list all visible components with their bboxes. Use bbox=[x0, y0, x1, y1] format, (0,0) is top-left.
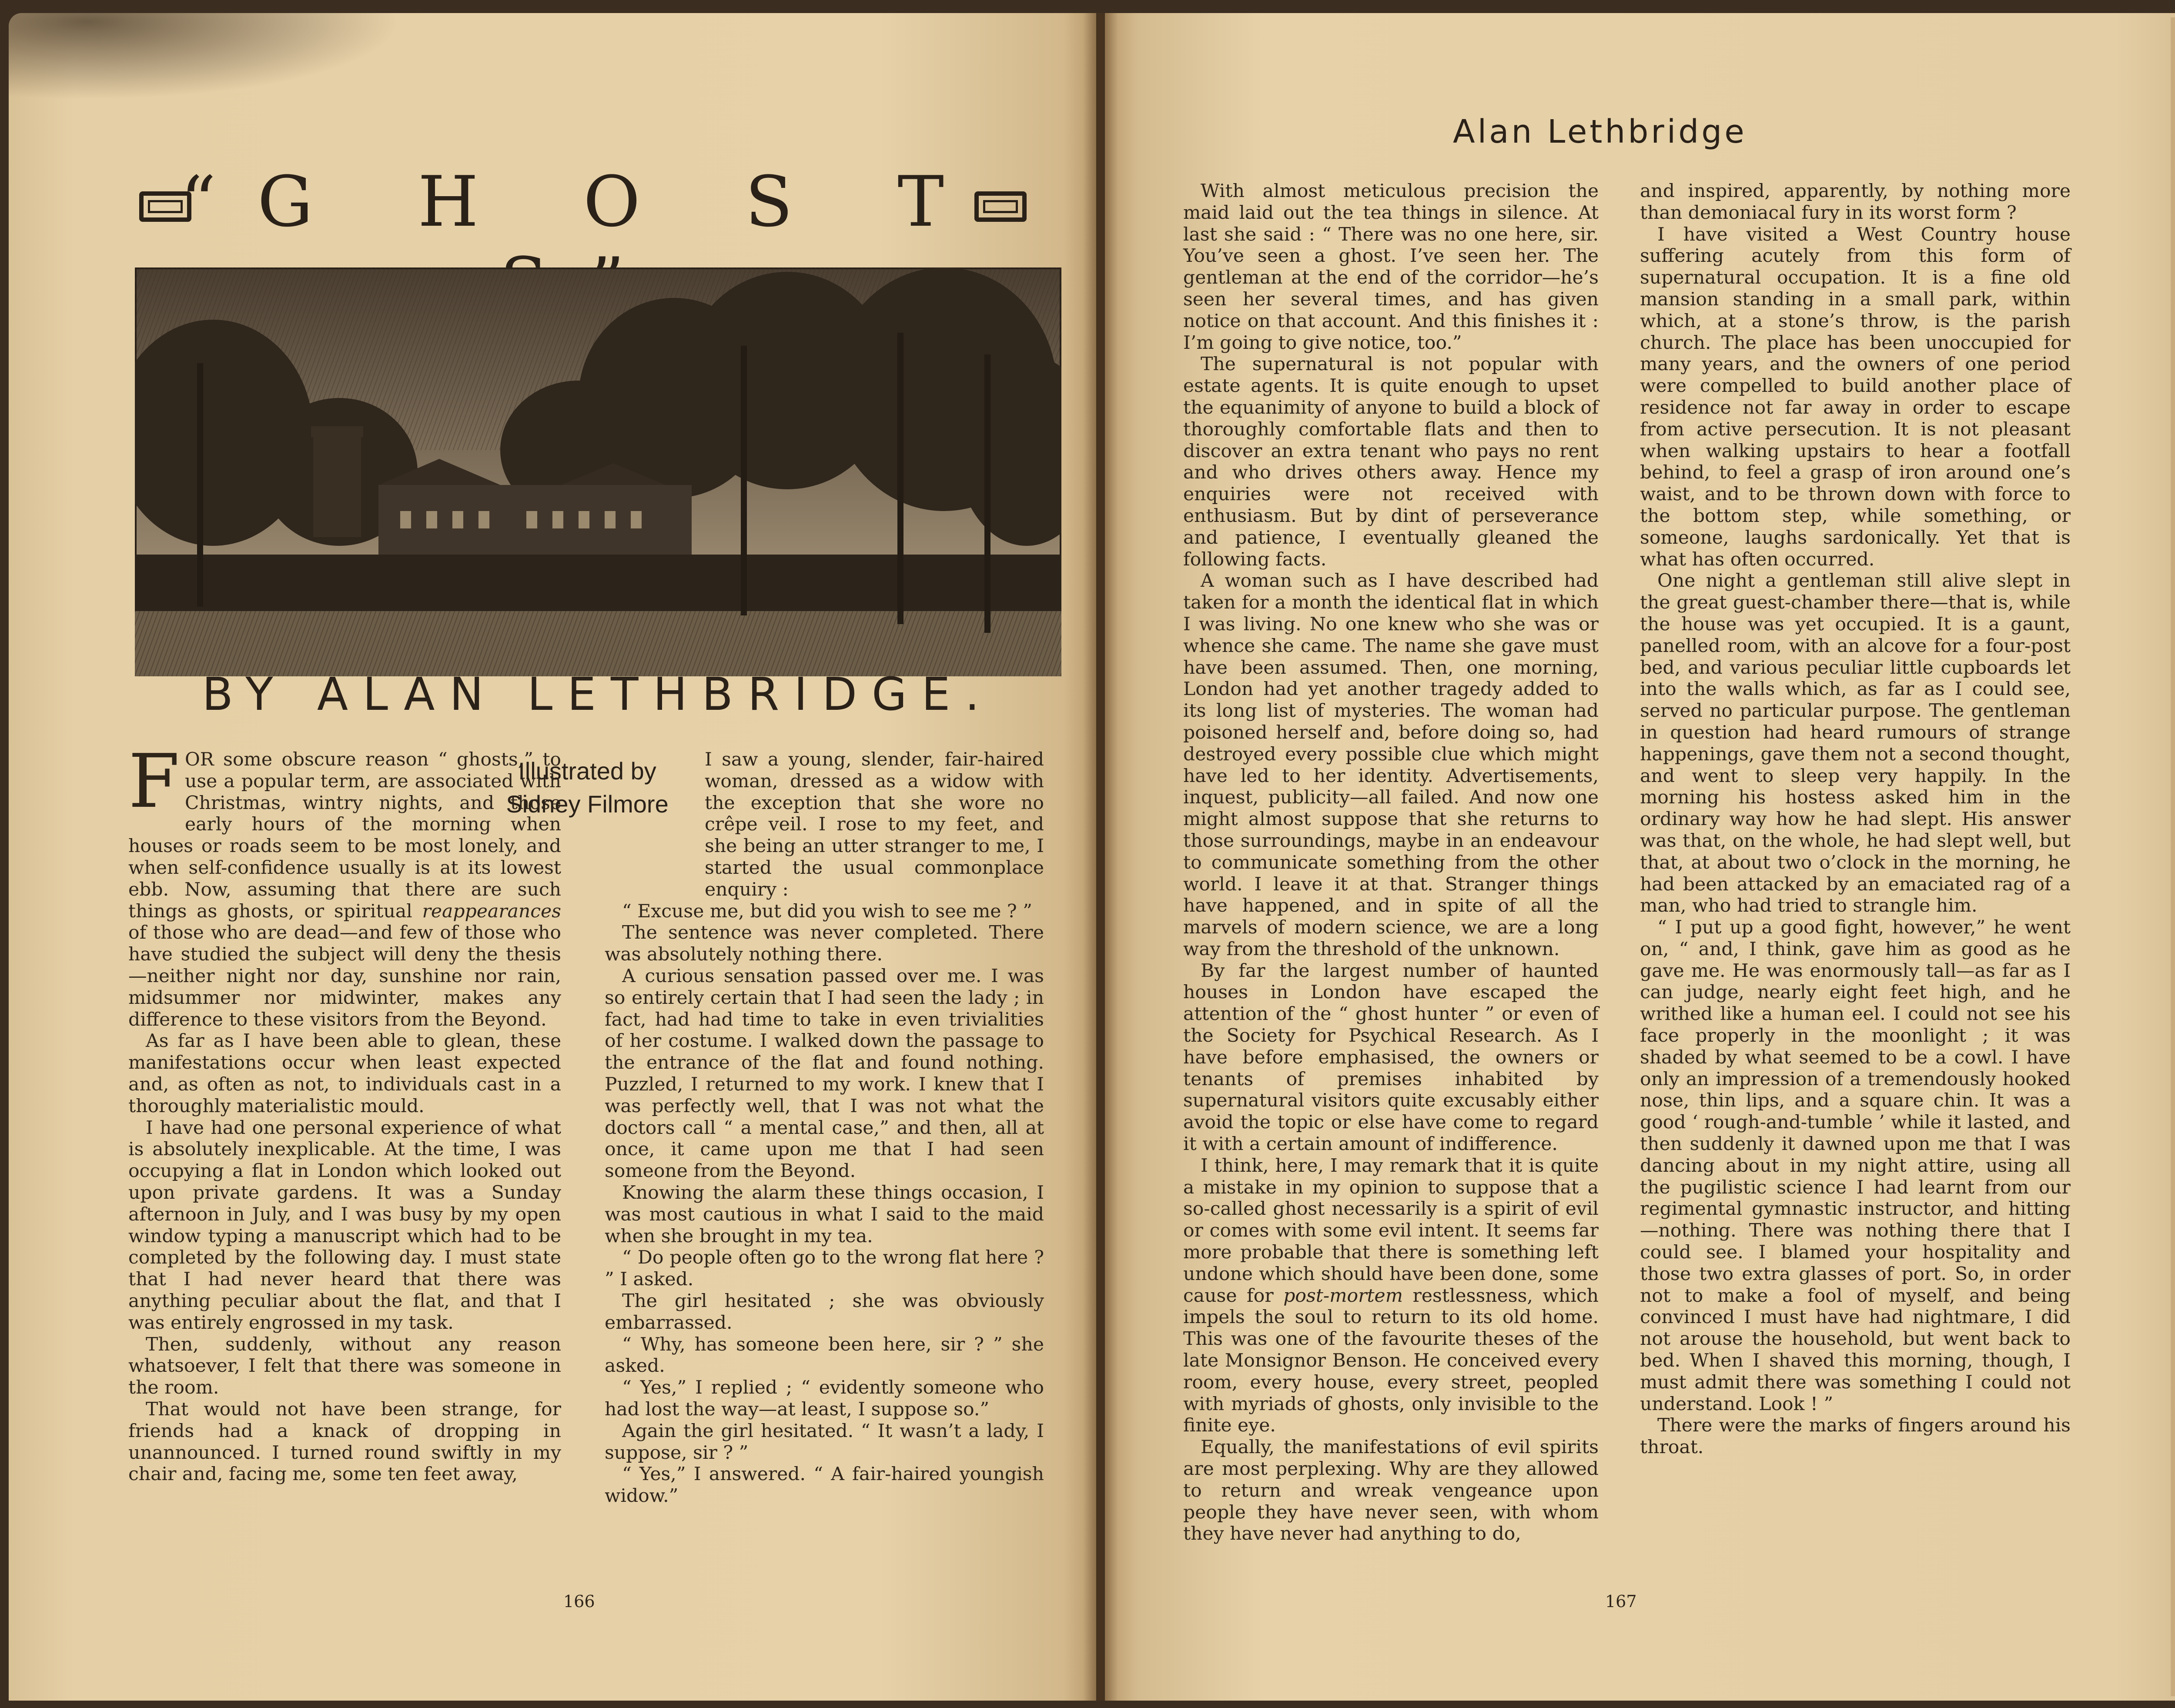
article-byline: BY ALAN LETHBRIDGE. bbox=[202, 668, 994, 721]
paragraph-27: There were the marks of fingers around his throat. bbox=[1640, 1415, 2071, 1458]
paragraph-3: I have had one personal experience of what is absolutely inexplicable. At the time, I was occupying a flat in London which looked out upon private gardens. It was a Sunday afternoon in July, and I was busy by my open window typing a manuscript which had to be completed by the following day. I must state that I had never heard that there was anything peculiar about the flat, and that I was entirely engrossed in my task. bbox=[128, 1117, 561, 1334]
page-number-left: 166 bbox=[563, 1592, 595, 1611]
paragraph-19: A woman such as I have described had taken for a month the identical flat in which I was living. No one knew who she was or whence she came. The name she gave must have been assumed. Then, one morning, London had yet another tragedy added to its long list of mysteries. The woman had poisoned herself and, before doing so, had destroyed every possible clue which might have led to her identity. Advertisements, inquest, publicity—all failed. And now one might almost suppose that she returns to those surroundings, maybe in an endeavour to communicate something from the other world. I leave it at that. Stranger things have happened, and in spite of all the marvels of modern science, we are a long way from the threshold of the unknown. bbox=[1183, 570, 1599, 960]
drop-cap: F bbox=[128, 739, 180, 825]
woodcut-illustration bbox=[135, 267, 1061, 676]
paragraph-5: That would not have been strange, for friends had a knack of dropping in unannounced. I turned round swiftly in my chair and, facing me, some ten feet away, bbox=[128, 1398, 561, 1485]
paragraph-6: I saw a young, slender, fair-haired woman, dressed as a widow with the exception that she wore no crêpe veil. I rose to my feet, and she being an utter stranger to me, I started the usual commonplace enquiry : bbox=[705, 749, 1044, 900]
right-column-1 bbox=[1183, 180, 1599, 1545]
paragraph-8: The sentence was never completed. There was absolutely nothing there. bbox=[605, 922, 1044, 966]
paragraph-2: As far as I have been able to glean, these manifestations occur when least expected and, as often as not, to individuals cast in a thoroughly materialistic mould. bbox=[128, 1030, 561, 1117]
paragraph-4: Then, suddenly, without any reason whatsoever, I felt that there was someone in the room. bbox=[128, 1334, 561, 1399]
paragraph-21-rest: restlessness, which impels the soul to return to its old home. This was one of the favourite theses of the late Monsignor Benson. He conceived every room, every house, every street, peopled with myriads of ghosts, only invisible to the finite eye. bbox=[1183, 1285, 1599, 1437]
paragraph-21 bbox=[1183, 1155, 1599, 1437]
paragraph-23: and inspired, apparently, by nothing more than demoniacal fury in its worst form ? bbox=[1640, 180, 2071, 224]
running-head: Alan Lethbridge bbox=[1453, 113, 1747, 150]
paragraph-24: I have visited a West Country house suffering acutely from this form of supernatural occupation. It is a fine old mansion standing in a small park, within which, at a stone’s throw, is the parish church. The place has been unoccupied for many years, and the owners of one period were compelled to build another place of residence not far away in order to escape from active persecution. It is not pleasant when walking upstairs to hear a footfall behind, to feel a grasp of iron around one’s waist, and to be thrown down with force to the bottom step, while something, or someone, laughs sardonically. Yet that is what has often occurred. bbox=[1640, 224, 2071, 570]
illustration-credit: Illustrated by Sidney Filmore bbox=[506, 757, 669, 818]
paragraph-11: “ Do people often go to the wrong flat here ? ” I asked. bbox=[605, 1247, 1044, 1290]
left-column-1 bbox=[128, 739, 561, 1485]
article-title: “G H O S T bbox=[180, 161, 986, 242]
book-gutter bbox=[1083, 13, 1118, 1701]
paragraph-1-rest: of those who are dead—and few of those who have studied the subject will deny the thesis—neither night nor day, sunshine nor rain, midsummer nor midwinter, makes any difference to these visitors from the Beyond. bbox=[128, 922, 561, 1030]
paragraph-18: The supernatural is not popular with estate agents. It is quite enough to upset the equanimity of anyone to build a block of thoroughly comfortable flats and then to discover an extra tenant who pays no rent and who drives others away. Hence my enquiries were not received with enthusiasm. But by dint of perseverance and patience, I eventually gleaned the following facts. bbox=[1183, 354, 1599, 570]
paragraph-15: Again the girl hesitated. “ It wasn’t a lady, I suppose, sir ? ” bbox=[605, 1420, 1044, 1464]
paragraph-16: “ Yes,” I answered. “ A fair-haired youngish widow.” bbox=[605, 1464, 1044, 1507]
paragraph-26: “ I put up a good fight, however,” he went on, “ and, I think, gave him as good as he gave me. He was enormously tall—as far as I can judge, nearly eight feet high, and he writhed like a human eel. I could not see his face properly in the moonlight ; it was shaded by what seemed to be a cowl. I have only an impression of a tremendously hooked nose, thin lips, and a square chin. It was a good ‘ rough-and-tumble ’ while it lasted, and then suddenly it dawned upon me that I was dancing about in my night attire, using all the pugilistic science I had learnt from our regimental gymnastic instructor, and hitting—nothing. There was nothing there that I could see. I blamed your hospitality and those two extra glasses of port. So, in order not to make a fool of myself, and being convinced I must have had nightmare, I did not arouse the household, but went back to bed. When I shaved this morning, though, I must admit there was something I could not understand. Look ! ” bbox=[1640, 917, 2071, 1415]
right-column-2 bbox=[1640, 180, 2071, 1458]
paragraph-13: “ Why, has someone been here, sir ? ” she asked. bbox=[605, 1334, 1044, 1377]
italic-term-2: post-mortem bbox=[1283, 1285, 1403, 1307]
paragraph-25: One night a gentleman still alive slept in the great guest-chamber there—that is, while the house was yet occupied. It is a gaunt, panelled room, with an alcove for a four-post bed, and various peculiar little cupboards let into the walls which, as far as I could see, served no particular purpose. The gentleman in question had heard rumours of strange happenings, gave them not a second thought, and went to sleep very happily. In the morning his hostess asked him in the ordinary way how he had slept. His answer was that, on the whole, he had slept well, but that, at about two o’clock in the morning, he had been attacked by an emaciated rag of a man, who had tried to strangle him. bbox=[1640, 570, 2071, 917]
page-number-right: 167 bbox=[1605, 1592, 1637, 1611]
paragraph-20: By far the largest number of haunted houses in London have escaped the attention of the “ ghost hunter ” or even of the Society for Psychical Research. As I have before emphasised, the owners or tenants of premises inhabited by supernatural visitors quite excusably either avoid the topic or else have come to regard it with a certain amount of indifference. bbox=[1183, 960, 1599, 1155]
paragraph-9: A curious sensation passed over me. I was so entirely certain that I had seen the lady ; in fact, had had time to take in even trivialities of her costume. I walked down the passage to the entrance of the flat and found nothing. Puzzled, I returned to my work. I knew that I was perfectly well, that I was not what the doctors call “ a mental case,” and then, all at once, it came upon me that I had seen someone from the Beyond. bbox=[605, 965, 1044, 1182]
article-title-row bbox=[130, 161, 1035, 248]
paragraph-7: “ Excuse me, but did you wish to see me ? ” bbox=[622, 900, 1032, 922]
page-stain bbox=[9, 13, 400, 100]
page-fore-edge bbox=[2171, 17, 2175, 1696]
paragraph-22: Equally, the manifestations of evil spirits are most perplexing. Why are they allowed to return and wreak vengeance upon people they have never seen, with whom they have never had anything to do, bbox=[1183, 1437, 1599, 1545]
paragraph-21-text: I think, here, I may remark that it is quite a mistake in my opinion to suppose that a so-called ghost necessarily is a spirit of evil or comes with some evil intent. It seems far more probable that there is something left undone which should have been done, some cause for bbox=[1183, 1155, 1599, 1307]
left-column-2 bbox=[605, 749, 1044, 1507]
italic-term: reappearances bbox=[422, 900, 561, 922]
paragraph-17: With almost meticulous precision the maid laid out the tea things in silence. At last she said : “ There was no one here, sir. You’ve seen a ghost. I’ve seen her. The gentleman at the end of the corridor—he’s seen her several times, and has given notice on that account. And this finishes it : I’m going to give notice, too.” bbox=[1183, 180, 1599, 354]
paragraph-12: The girl hesitated ; she was obviously embarrassed. bbox=[605, 1290, 1044, 1334]
paragraph-10: Knowing the alarm these things occasion, I was most cautious in what I said to the maid when she brought in my tea. bbox=[605, 1182, 1044, 1247]
paragraph-14: “ Yes,” I replied ; “ evidently someone who had lost the way—at least, I suppose so.” bbox=[605, 1377, 1044, 1420]
title-ornament-right bbox=[974, 191, 1027, 222]
paragraph-1-text: OR some obscure reason “ ghosts,” to use a popular term, are associated with Christmas, wintry nights, and those early hours of the morning when houses or roads seem to be most lonely, and when self-confidence usually is at its lowest ebb. Now, assuming that there are such things as ghosts, or spiritual bbox=[128, 749, 561, 922]
